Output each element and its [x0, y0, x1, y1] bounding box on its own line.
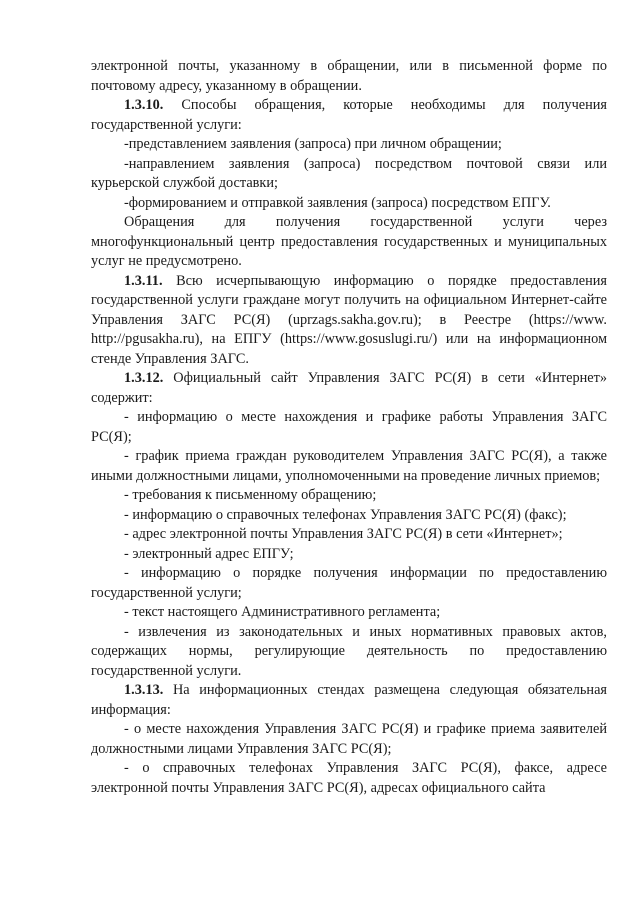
clause-number: 1.3.13. [124, 682, 164, 698]
list-item [91, 194, 607, 214]
clause-1-3-10 [91, 96, 607, 135]
paragraph-text: - информацию о месте нахождения и графике работы Управления ЗАГС РС(Я); [91, 409, 607, 445]
paragraph-text: Официальный сайт Управления ЗАГС РС(Я) в сети «Интернет» содержит: [91, 370, 607, 406]
list-item [91, 603, 607, 623]
list-item [91, 525, 607, 545]
list-item [91, 720, 607, 759]
clause-number: 1.3.10. [124, 97, 164, 113]
paragraph-text: - график приема граждан руководителем Управления ЗАГС РС(Я), а также иными должностными лицами, уполномоченными на проведение личных приемов; [91, 448, 607, 484]
paragraph-text: Способы обращения, которые необходимы для получения государственной услуги: [91, 97, 607, 133]
paragraph-text: - о месте нахождения Управления ЗАГС РС(Я) и графике приема заявителей должностными лицами Управления ЗАГС РС(Я); [91, 721, 607, 757]
paragraph-text: -направлением заявления (запроса) посредством почтовой связи или курьерской службой доставки; [91, 155, 607, 191]
paragraph-text: электронной почты, указанному в обращении, или в письменной форме по почтовому адресу, указанному в обращении. [91, 58, 607, 94]
list-item [91, 447, 607, 486]
paragraph-text: - информацию о порядке получения информации по предоставлению государственной услуги; [91, 565, 607, 601]
paragraph-text: - адрес электронной почты Управления ЗАГС РС(Я) в сети «Интернет»; [124, 526, 563, 542]
paragraph-text: - информацию о справочных телефонах Управления ЗАГС РС(Я) (факс); [124, 506, 567, 523]
paragraph-text: -представлением заявления (запроса) при личном обращении; [124, 136, 502, 152]
clause-1-3-11 [91, 272, 607, 370]
clause-1-3-13 [91, 681, 607, 720]
clause-number: 1.3.12. [124, 370, 164, 386]
list-item [91, 545, 607, 565]
paragraph-text: - извлечения из законодательных и иных нормативных правовых актов, содержащих нормы, регулирующие деятельность по предоставлению государственной услуги. [91, 623, 607, 679]
paragraph-text: - о справочных телефонах Управления ЗАГС РС(Я), факсе, адресе электронной почты Управления ЗАГС РС(Я), адресах официального сайта [91, 760, 607, 796]
paragraph-continuation [91, 57, 607, 96]
list-item [91, 623, 607, 682]
clause-1-3-12 [91, 369, 607, 408]
list-item [91, 155, 607, 194]
paragraph-text: -формированием и отправкой заявления (запроса) посредством ЕПГУ. [124, 194, 551, 211]
list-item [91, 408, 607, 447]
paragraph-text: - требования к письменному обращению; [124, 487, 377, 503]
paragraph [91, 213, 607, 272]
list-item [91, 759, 607, 798]
paragraph-text: Всю исчерпывающую информацию о порядке предоставления государственной услуги граждане могут получить на официальном Интернет-сайте Управления ЗАГС РС(Я) (uprzags.sakha.gov.ru); в Реестре (https://www. http://pgusakha.ru), на ЕПГУ (https://www.gosuslugi.ru/) или на информационном стенде Управления ЗАГС. [91, 272, 607, 367]
paragraph-text: - текст настоящего Административного регламента; [124, 604, 441, 620]
list-item [91, 564, 607, 603]
list-item [91, 135, 607, 155]
paragraph-text: - электронный адрес ЕПГУ; [124, 545, 294, 562]
list-item [91, 506, 607, 526]
list-item [91, 486, 607, 506]
paragraph-text: Обращения для получения государственной услуги через многофункциональный центр предоставления государственных и муниципальных услуг не предусмотрено. [91, 214, 607, 269]
clause-number: 1.3.11. [124, 272, 163, 289]
paragraph-text: На информационных стендах размещена следующая обязательная информация: [91, 682, 607, 718]
